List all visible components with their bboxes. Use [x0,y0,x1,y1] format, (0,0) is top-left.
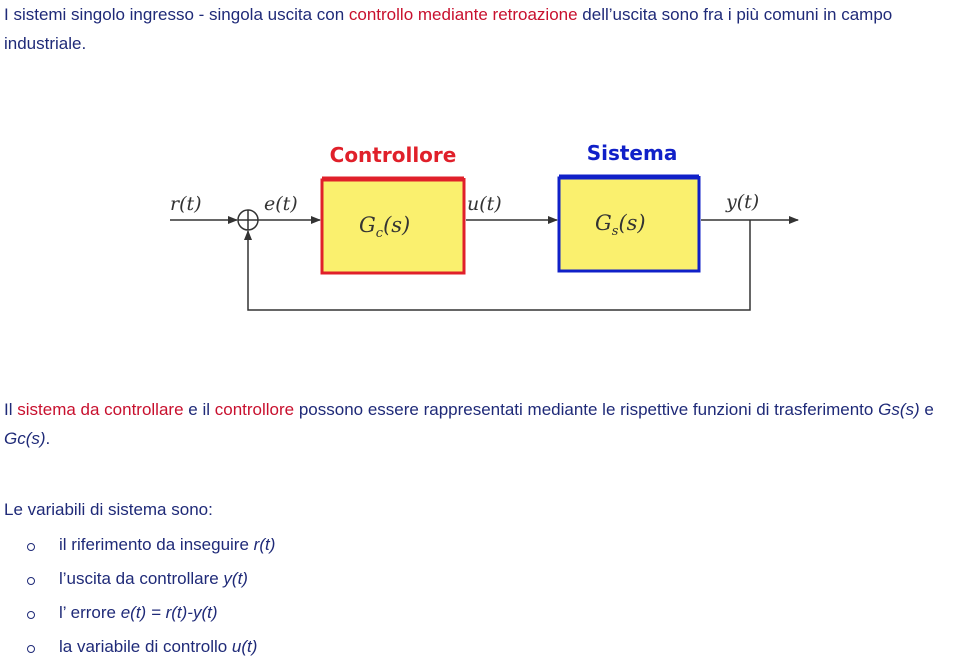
transfer-text-3: possono essere rappresentati mediante le rispettive funzioni di trasferimento [294,400,879,419]
controller-title: Controllore [329,143,457,167]
list-item [0,598,275,632]
transfer-text-1: Il [4,400,18,419]
transfer-text-2: e il [183,400,215,419]
list-item-text: l’uscita da controllare [59,569,224,588]
intro-paragraph [4,0,958,58]
bullet-icon [27,611,35,619]
bullet-icon [27,645,35,653]
list-item-symbol: y(t) [223,569,248,588]
bullet-icon [27,577,35,585]
transfer-gc: Gc(s) [4,429,46,448]
feedback-block-diagram [160,138,810,318]
system-block [559,176,699,271]
controller-block [322,178,464,273]
list-item [0,530,275,564]
variables-intro: Le variabili di sistema sono: [4,500,213,519]
list-item-symbol: e(t) = r(t)-y(t) [120,603,218,622]
summing-junction [238,210,258,230]
system-transfer-function: $G_s(s)$ [595,211,646,239]
list-item [0,632,275,666]
transfer-highlight-system: sistema da controllare [17,400,184,419]
list-item-text: il riferimento da inseguire [59,535,254,554]
transfer-paragraph [4,395,960,453]
variables-list [0,530,275,666]
bullet-icon [27,543,35,551]
list-item [0,564,275,598]
transfer-highlight-controller: controllore [214,400,295,419]
transfer-text-4: e [919,400,934,419]
system-title: Sistema [586,141,678,165]
list-item-text: la variabile di controllo [59,637,232,656]
list-item-symbol: u(t) [231,637,258,656]
transfer-gs: Gs(s) [878,400,920,419]
list-item-symbol: r(t) [253,535,276,554]
error-label: e(t) [264,193,298,215]
intro-text-1: I sistemi singolo ingresso - singola uscita con [4,5,349,24]
transfer-text-5: . [45,429,51,448]
reference-label: r(t) [170,193,202,215]
intro-text-2: dell’uscita sono fra i più comuni in campo industriale. [4,5,893,53]
controller-transfer-function: $G_c(s)$ [359,213,411,241]
list-item-text: l’ errore [59,603,121,622]
intro-highlight: controllo mediante retroazione [348,5,578,24]
output-label: y(t) [726,191,760,213]
control-label: u(t) [467,193,502,215]
